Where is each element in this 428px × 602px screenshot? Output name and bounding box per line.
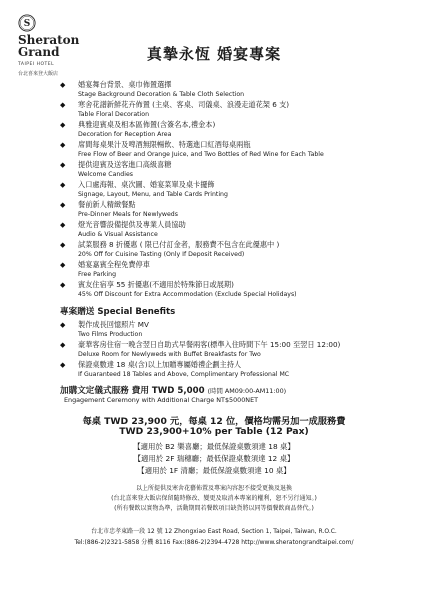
diamond-bullet-icon: ◆ [60,261,66,269]
diamond-bullet-icon: ◆ [60,341,66,349]
venue-1f: 【適用於 1F 清廳；最低保證桌數須達 10 桌】 [137,466,291,475]
list-item [0,180,428,200]
list-item [0,160,428,180]
svg-text:S: S [23,19,31,30]
item-zh: 席間每桌果汁及啤酒無限暢飲、特選進口紅酒每桌兩瓶 [78,140,251,149]
list-item [0,80,428,100]
item-en: Stage Background Decoration & Table Cloth Selection [78,91,245,98]
item-en: Free Parking [78,271,117,278]
list-item [0,340,428,360]
list-item [0,360,428,380]
list-item [0,240,428,260]
item-en: 20% Off for Cuisine Tasting (Only If Deposit Received) [78,251,245,258]
price-line-en: TWD 23,900+10% per Table (12 Pax) [119,426,309,437]
item-zh: 入口處海報、桌次圖、婚宴菜單及桌卡擺飾 [78,180,215,189]
item-en: Two Films Production [78,331,143,338]
item-zh: 寒舍花譜新鮮花卉佈置 (主桌、客桌、司儀桌、浪漫走道花架 6 支) [78,100,290,109]
ceremony-en: Engagement Ceremony with Additional Charge NT$5000NET [64,396,259,404]
venue-b2: 【適用於 B2 樂喜廳；最低保證桌數須達 18 桌】 [133,442,295,451]
list-item [0,280,428,300]
ceremony-price: 加購文定儀式服務 費用 TWD 5,000 [60,386,205,396]
item-en: Free Flow of Beer and Orange Juice, and Two Bottles of Red Wine for Each Table [78,151,324,158]
item-zh: 婚宴舞台背景、桌巾佈置選擇 [78,80,172,89]
footer-contact: Tel:(886-2)2321-5858 分機 8116 Fax:(886-2)2394-4728 http://www.sheratongrandtaipei.com/ [74,539,354,546]
item-en: Decoration for Reception Area [78,131,172,138]
special-benefits-list [0,320,428,380]
benefits-list [0,80,428,300]
note-line: (所有餐飲以實物為準，活動期間若餐飲項目缺貨將以同等價餐飲商品替代。) [114,505,314,512]
item-zh: 典雅迎賓桌及相本區佈置(含簽名本,禮金本) [78,120,216,129]
item-zh: 提供迎賓及送客進口高級喜糖 [78,160,172,169]
diamond-bullet-icon: ◆ [60,321,66,329]
list-item [0,200,428,220]
sheraton-logo-icon [18,14,36,32]
diamond-bullet-icon: ◆ [60,281,66,289]
item-zh: 製作成長回憶照片 MV [78,320,149,329]
brand-name-line1: Sheraton [18,33,80,47]
diamond-bullet-icon: ◆ [60,361,66,369]
note-line: (台北喜來登大飯店保留隨時修改、變更及取消本專案的權利，恕不另行通知。) [111,495,317,502]
footer-address: 台北市忠孝東路一段 12 號 12 Zhongxiao East Road, Section 1, Taipei, Taiwan, R.O.C. [91,528,337,535]
item-zh: 保證桌數達 18 桌(含)以上加贈專屬婚禮企劃主持人 [78,360,242,369]
diamond-bullet-icon: ◆ [60,101,66,109]
list-item [0,140,428,160]
diamond-bullet-icon: ◆ [60,241,66,249]
brand-subtitle-zh: 台北喜來登大飯店 [18,71,59,77]
item-en: Welcome Candies [78,171,133,178]
item-en: Deluxe Room for Newlyweds with Buffet Breakfasts for Two [78,351,261,358]
venue-2f: 【適用於 2F 瑞穗廳；最低保證桌數須達 12 桌】 [133,454,295,463]
diamond-bullet-icon: ◆ [60,81,66,89]
brand-subtitle-en: TAIPEI HOTEL [18,62,55,67]
item-zh: 餐前新人精緻餐點 [78,200,136,209]
item-en: Signage, Layout, Menu, and Table Cards Printing [78,191,228,198]
list-item [0,100,428,120]
note-line: 以上所提供及寒舍花藝佈置及專案內容恕不接受更換及退換 [135,485,292,492]
diamond-bullet-icon: ◆ [60,161,66,169]
item-zh: 燈光音響設備提供及專業人員協助 [78,220,186,229]
item-en: Pre-Dinner Meals for Newlyweds [78,211,178,218]
ceremony-line [60,384,286,396]
special-benefits-heading: 專案贈送 Special Benefits [60,307,176,317]
brand-name-line2: Grand [18,45,60,59]
diamond-bullet-icon: ◆ [60,121,66,129]
item-zh: 豪華客房住宿一晚含翌日自助式早餐兩客(標準入住時間下午 15:00 至翌日 12:00) [78,340,341,349]
page-title: 真摯永恆 婚宴專案 [146,45,282,63]
list-item [0,320,428,340]
item-en: Table Floral Decoration [78,111,149,118]
list-item [0,260,428,280]
item-zh: 試菜服務 8 折優惠 ( 限已付訂金者，服務費不包含在此優惠中 ) [78,240,280,249]
list-item [0,120,428,140]
diamond-bullet-icon: ◆ [60,141,66,149]
list-item [0,220,428,240]
price-line-zh: 每桌 TWD 23,900 元，每桌 12 位，價格均需另加一成服務費 [82,416,346,427]
diamond-bullet-icon: ◆ [60,221,66,229]
ceremony-time: (時間 AM09:00-AM11:00) [207,387,287,395]
item-en: Audio & Visual Assistance [78,231,158,238]
diamond-bullet-icon: ◆ [60,201,66,209]
item-zh: 婚宴嘉賓全程免費停車 [78,260,150,269]
item-en: 45% Off Discount for Extra Accommodation (Exclude Special Holidays) [78,291,297,298]
item-en: If Guaranteed 18 Tables and Above, Complimentary Professional MC [78,371,290,378]
diamond-bullet-icon: ◆ [60,181,66,189]
item-zh: 賓友住宿享 55 折優惠(不適用於特殊節日或展期) [78,280,234,289]
